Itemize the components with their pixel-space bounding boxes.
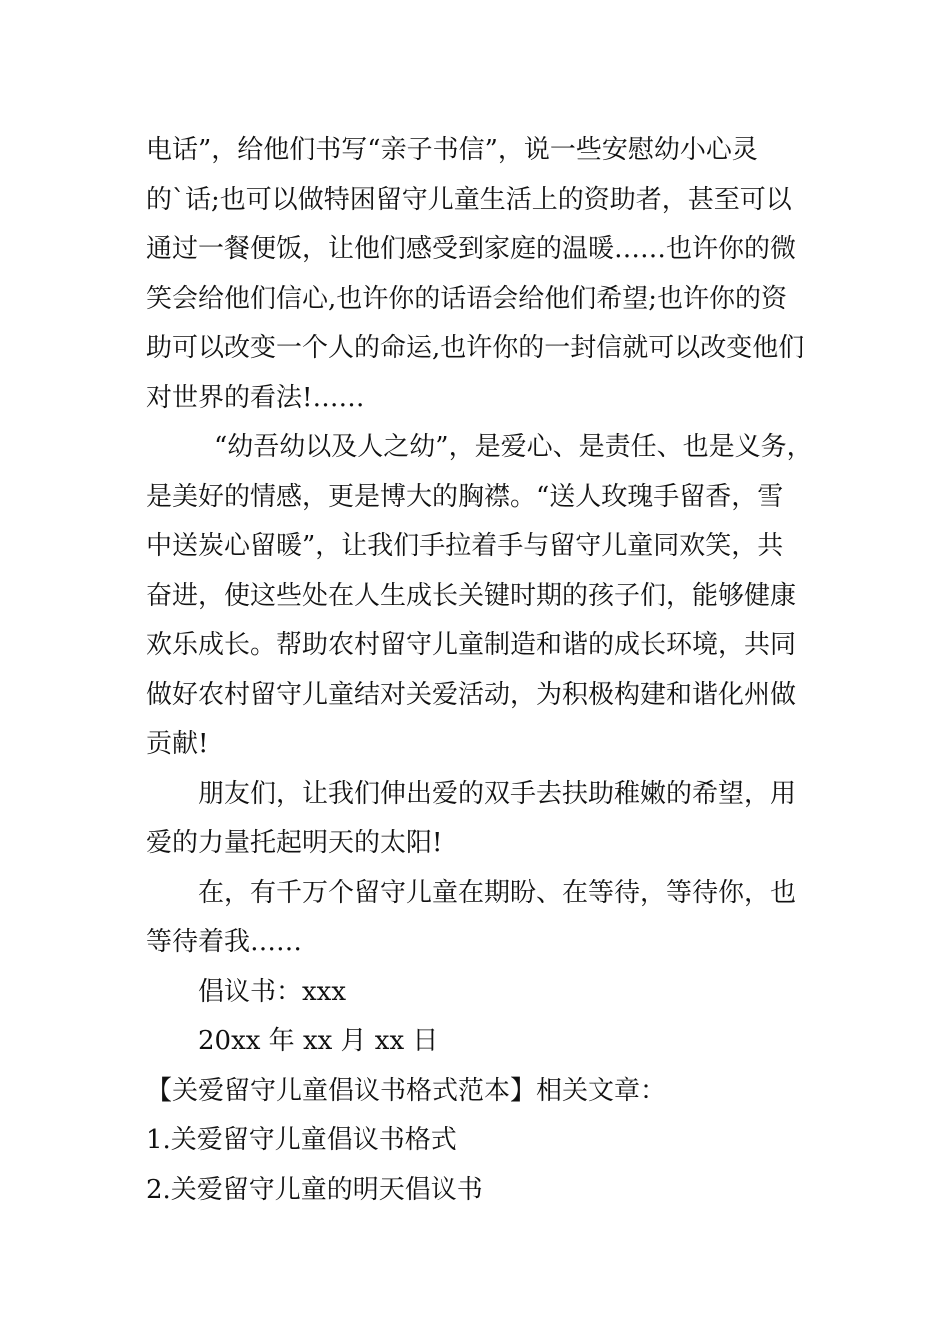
related-link-2[interactable]: 2.关爱留守儿童的明天倡议书 <box>146 1174 483 1205</box>
paragraph-line: 奋进，使这些处在人生成长关键时期的孩子们，能够健康 <box>146 580 797 611</box>
paragraph-2 <box>146 423 836 770</box>
paragraph-line: 中送炭心留暖”，让我们手拉着手与留守儿童同欢笑，共 <box>146 531 784 561</box>
paragraph-line: “幼吾幼以及人之幼”，是爱心、是责任、也是义务， <box>214 432 813 462</box>
paragraph-line: 笑会给他们信心,也许你的话语会给他们希望;也许你的资 <box>146 283 788 314</box>
paragraph-3 <box>146 770 836 869</box>
paragraph-line: 贡献! <box>146 729 209 759</box>
paragraph-line: 欢乐成长。帮助农村留守儿童制造和谐的成长环境，共同 <box>146 630 797 660</box>
document-body <box>146 126 836 1215</box>
paragraph-line: 爱的力量托起明天的太阳! <box>146 828 443 858</box>
paragraph-line: 助可以改变一个人的命运,也许你的一封信就可以改变他们 <box>146 333 805 363</box>
paragraph-line: 的`话;也可以做特困留守儿童生活上的资助者，甚至可以 <box>146 184 792 215</box>
related-link-1[interactable]: 1.关爱留守儿童倡议书格式 <box>146 1125 457 1155</box>
paragraph-line: 朋友们，让我们伸出爱的双手去扶助稚嫩的希望，用 <box>198 778 797 809</box>
date: 20xx 年 xx 月 xx 日 <box>198 1026 439 1056</box>
related-heading: 【关爱留守儿童倡议书格式范本】相关文章： <box>146 1075 667 1106</box>
paragraph-1 <box>146 126 836 423</box>
signature: 倡议书：xxx <box>198 976 346 1007</box>
paragraph-line: 对世界的看法!…… <box>146 382 365 413</box>
paragraph-4 <box>146 869 836 968</box>
paragraph-line: 通过一餐便饭，让他们感受到家庭的温暖……也许你的微 <box>146 234 797 264</box>
paragraph-line: 是美好的情感，更是博大的胸襟。“送人玫瑰手留香，雪 <box>146 481 784 512</box>
paragraph-line: 做好农村留守儿童结对关爱活动，为积极构建和谐化州做 <box>146 679 797 710</box>
paragraph-line: 在，有千万个留守儿童在期盼、在等待，等待你，也 <box>198 877 797 908</box>
paragraph-line: 等待着我…… <box>146 927 303 957</box>
paragraph-line: 电话”，给他们书写“亲子书信”，说一些安慰幼小心灵 <box>146 135 758 165</box>
